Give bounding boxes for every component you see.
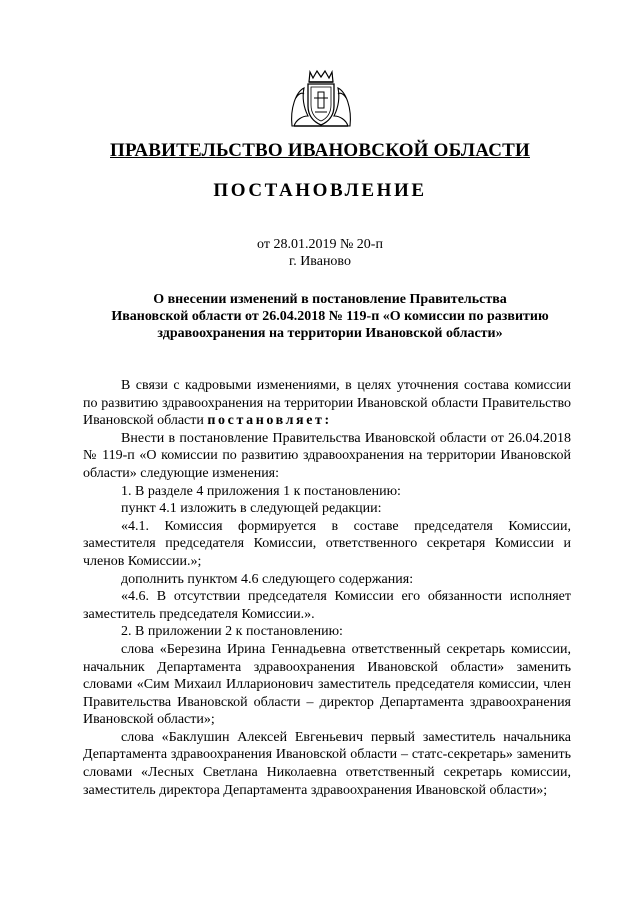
title-line: О внесении изменений в постановление Правительства — [153, 292, 507, 307]
ivanovo-coat-of-arms-icon — [288, 68, 354, 130]
paragraph: Внести в постановление Правительства Ивановской области от 26.04.2018 № 119-п «О комиссии по развитию здравоохранения на территории Ивановской области» следующие изменения: — [83, 430, 571, 481]
date-and-place — [0, 236, 640, 270]
document-title — [80, 291, 580, 342]
paragraph: пункт 4.1 изложить в следующей редакции: — [121, 501, 382, 517]
title-line: Ивановской области от 26.04.2018 № 119-п «О комиссии по развитию — [111, 309, 549, 324]
paragraph: дополнить пунктом 4.6 следующего содержания: — [121, 571, 414, 587]
paragraph: 2. В приложении 2 к постановлению: — [121, 624, 343, 640]
paragraph: слова «Березина Ирина Геннадьевна ответственный секретарь комиссии, начальник Департамента здравоохранения Ивановской области» заменить словами «Сим Михаил Илларионович заместитель председателя комиссии, член Правительства Ивановской области – директор Департамента здравоохранения Ивановской области»; — [83, 641, 571, 728]
city: г. Иваново — [289, 254, 351, 269]
paragraph: 1. В разделе 4 приложения 1 к постановлению: — [121, 483, 401, 499]
preamble-text: В связи с кадровыми изменениями, в целях уточнения состава комиссии по развитию здравоохранения на территории Ивановской области Правительство Ивановской области — [83, 378, 571, 429]
resolves-word: постановляет: — [207, 413, 332, 429]
paragraph-preamble — [83, 377, 571, 430]
title-line: здравоохранения на территории Ивановской области» — [157, 326, 503, 341]
paragraph: «4.1. Комиссия формируется в составе председателя Комиссии, заместителя председателя Комиссии, ответственного секретаря Комиссии и членов Комиссии.»; — [83, 518, 571, 569]
date-number: от 28.01.2019 № 20-п — [257, 237, 383, 252]
government-name: ПРАВИТЕЛЬСТВО ИВАНОВСКОЙ ОБЛАСТИ — [110, 140, 530, 161]
paragraph: слова «Баклушин Алексей Евгеньевич первый заместитель начальника Департамента здравоохранения Ивановской области – статс-секретарь» заменить словами «Лесных Светлана Николаевна ответственный секретарь комиссии, заместитель директора Департамента здравоохранения Ивановской области»; — [83, 729, 571, 798]
document-type: ПОСТАНОВЛЕНИЕ — [213, 180, 427, 201]
document-body — [83, 377, 571, 799]
paragraph: «4.6. В отсутствии председателя Комиссии его обязанности исполняет заместитель председателя Комиссии.». — [83, 589, 571, 622]
